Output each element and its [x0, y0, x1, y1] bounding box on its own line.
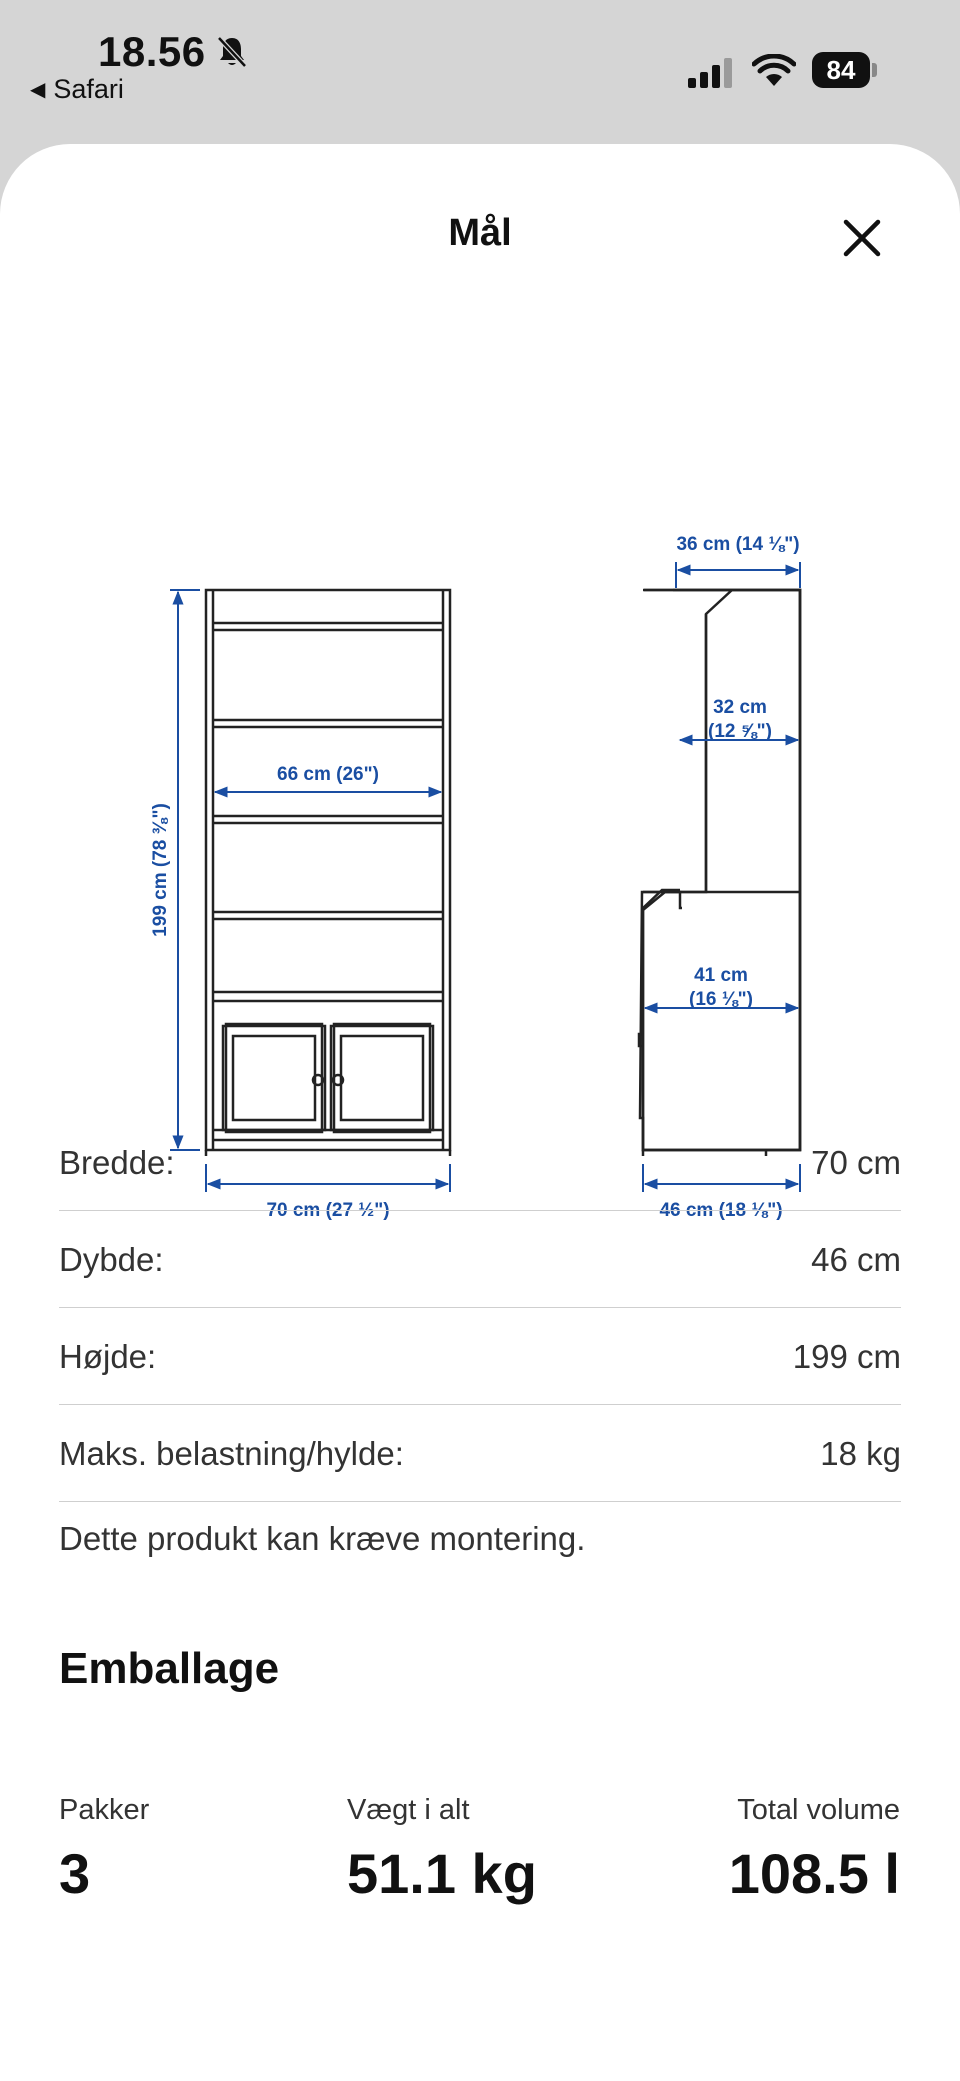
- weight-label: Vægt i alt: [347, 1794, 470, 1826]
- cellular-signal-icon: [688, 58, 736, 88]
- dimension-value: 46 cm: [811, 1241, 901, 1278]
- side-lower-depth-label-1: 41 cm: [694, 965, 748, 986]
- battery-nub: [872, 63, 877, 77]
- wifi-icon: [752, 54, 796, 88]
- dimension-value: 18 kg: [820, 1435, 901, 1472]
- battery-level: 84: [812, 52, 870, 88]
- battery-indicator: [812, 52, 878, 88]
- clock: 18.56: [98, 28, 206, 75]
- weight-value: 51.1 kg: [347, 1842, 537, 1905]
- dimension-row-max-load: [59, 1405, 901, 1502]
- volume-value: 108.5 l: [728, 1842, 900, 1905]
- volume-stat: [729, 1794, 900, 1906]
- back-to-safari-link[interactable]: [30, 74, 124, 105]
- side-shape: [639, 590, 800, 1156]
- front-inner-width-label: 66 cm (26"): [277, 764, 379, 785]
- sheet-title: Mål: [448, 212, 512, 254]
- dimensions-list: [59, 1114, 901, 1502]
- dimension-label: Højde:: [59, 1338, 157, 1375]
- status-bar: [0, 0, 960, 140]
- weight-stat: [347, 1794, 537, 1906]
- back-triangle-icon: ◀: [30, 79, 46, 101]
- dimension-row-depth: [59, 1211, 901, 1308]
- side-outline: [643, 590, 800, 1150]
- front-height-label: 199 cm (78 ⅜"): [150, 803, 171, 937]
- dimension-row-height: [59, 1308, 901, 1405]
- side-lower-depth-label-2: (16 ⅛"): [689, 989, 753, 1010]
- side-upper-depth-label-1: 32 cm: [713, 697, 767, 718]
- side-upper-depth-label-2: (12 ⅝"): [708, 721, 772, 742]
- dimension-label: Dybde:: [59, 1241, 164, 1278]
- volume-label: Total volume: [737, 1794, 900, 1826]
- dimension-label: Bredde:: [59, 1144, 175, 1181]
- packages-label: Pakker: [59, 1794, 150, 1826]
- dimensions-sheet: [0, 144, 960, 2081]
- dimension-row-width: [59, 1114, 901, 1211]
- packaging-heading: Emballage: [59, 1644, 280, 1693]
- packages-stat: [59, 1794, 149, 1906]
- side-bottom-depth-label: 46 cm (18 ⅛"): [659, 1200, 783, 1221]
- assembly-note: Dette produkt kan kræve montering.: [59, 1520, 586, 1557]
- bell-muted-icon: [214, 34, 250, 70]
- side-view: [595, 590, 800, 1150]
- dimension-value: 70 cm: [811, 1144, 901, 1181]
- dimension-label: Maks. belastning/hylde:: [59, 1435, 404, 1472]
- packages-value: 3: [59, 1842, 91, 1905]
- back-app-label: Safari: [53, 74, 124, 104]
- front-view: [206, 590, 450, 1156]
- front-outer-width-label: 70 cm (27 ½"): [266, 1200, 390, 1221]
- close-icon[interactable]: [838, 214, 886, 262]
- side-top-depth-label: 36 cm (14 ⅛"): [676, 534, 800, 555]
- dimension-value: 199 cm: [792, 1338, 901, 1375]
